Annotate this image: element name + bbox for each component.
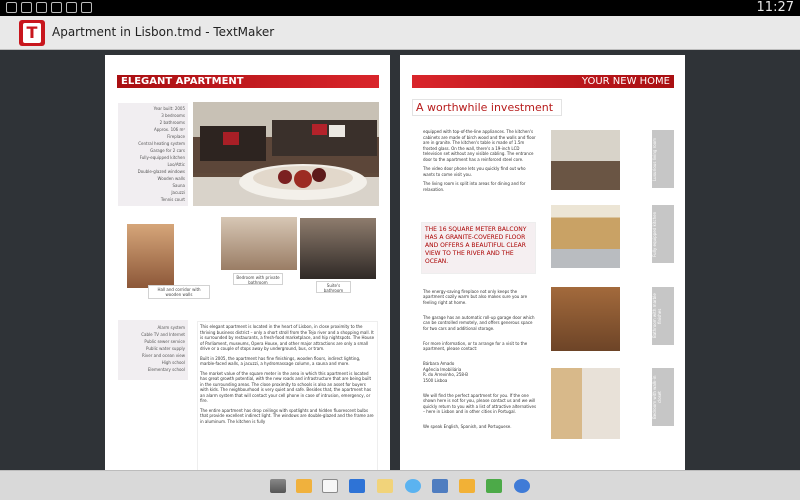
balcony-quote: THE 16 SQUARE METER BALCONY HAS A GRANITE-COVERED FLOOR AND OFFERS A BEAUTIFUL CLEAR VIEW TO THE RIVER AND THE OCEAN. <box>421 222 536 274</box>
bottom-toolbar <box>0 470 800 500</box>
bathroom-photo[interactable] <box>300 218 376 279</box>
right-body-text-top[interactable]: equipped with top-of-the-line appliances. The kitchen's cabinets are made of birch wood and the walls and floor are in granite. The kitchen's table is made of 1.5m frosted glass. On the wall, there's a 19-inch LCD television set without any visible cabling. The entrance door to the apartment has a reinforced steel core. The video door phone lets you quickly find out who wants to come visit you. The living room is split into areas for dining and for relaxation. <box>423 129 536 192</box>
right-body-text-bottom[interactable]: The energy-saving fireplace not only keeps the apartment cozily warm but also makes sure you are feeling right at home. The garage has an automatic roll-up garage door which can be controlled remotely, and offers generous space for two cars and additional storage. For more information, or to arrange for a visit to the apartment, please contact: Bárbara Amado Agência Imobiliária R. do Arrevinho, 258-B 1500 Lisboa We will find the perfect apartment for you. If the one shown here is not for you, please contact us and we will quickly return to you with a list of attractive alternatives – here in Lisbon and in other cities in Portugal. We speak English, Spanish, and Portuguese. <box>423 288 537 429</box>
status-clock: 11:27 <box>756 0 794 15</box>
app-title-bar <box>0 16 800 50</box>
kitchen-label: Fully equipped kitchen <box>652 205 674 263</box>
left-document-page[interactable] <box>105 55 390 470</box>
bedroom-photo[interactable] <box>221 217 297 270</box>
living-room-small-photo[interactable] <box>551 130 620 190</box>
search-icon[interactable] <box>405 479 421 493</box>
ruler-icon[interactable] <box>459 479 475 493</box>
bedroom-closet-photo[interactable] <box>551 368 620 439</box>
living-room-photo[interactable] <box>193 102 379 206</box>
bathroom-small-photo[interactable] <box>551 287 620 351</box>
left-body-text[interactable]: This elegant apartment is located in the heart of Lisbon, in close proximity to the thriving business district – only a short stroll from the Tejo river and a shopping mall. It is surrounded by restaurants, a fresh-food marketplace, and hip nightspots. The House of Parliament, museums, Opera House, and other major attractions are only a small drive or a couple of stops away by underground, bus, or tram. Built in 2005, the apartment has fine finishings, wooden floors, indirect lighting, marble-faced walls, a jacuzzi, a hydromassage column, a sauna and more. The market value of the square meter in the area in which this apartment is located has great growth potential, with the new roads and infrastructure that are being built in the surrounding areas. The close proximity to schools is also an asset for buyers with kids. The neighbourhood is very quiet and safe. Besides that, the apartment has an alarm system that will contact your cell phone in case of intrusion, emergency, or fire. The entire apartment has drop ceilings with spotlights and hidden fluorescent bulbs that provide excellent indirect light. The windows are double-glazed and the frame are in aluminum. The kitchen is fully <box>197 321 378 470</box>
usb-icon <box>6 2 17 13</box>
keyboard-icon[interactable] <box>270 479 286 493</box>
left-page-banner: ELEGANT APARTMENT <box>117 75 379 88</box>
kitchen-photo[interactable] <box>551 205 620 268</box>
right-document-page[interactable] <box>400 55 685 470</box>
textmaker-logo-icon[interactable]: T <box>19 20 45 46</box>
open-folder-icon[interactable] <box>296 479 312 493</box>
hall-caption: Hall and corridor with wooden walls <box>148 285 210 299</box>
edit-icon[interactable] <box>377 479 393 493</box>
bathroom-label: Bathroom with marble finishes <box>652 287 674 345</box>
amenity-list: Alarm system Cable TV and Internet Public sewer service Public water supply River and ocean view High school Elementary school <box>118 320 188 380</box>
hall-photo[interactable] <box>127 224 174 288</box>
font-icon[interactable] <box>349 479 365 493</box>
feature-list: Year built: 2005 3 bedrooms 2 bathrooms Approx. 106 m² Fireplace Central heating system Garage for 2 cars Fully-equipped kitchen Loo/Attic Double-glazed windows Wooden walls Sauna Jacuzzi Tennis court <box>118 103 188 206</box>
bathroom-caption: Suite's bathroom <box>316 281 351 293</box>
notification-icons <box>6 2 92 13</box>
camera-icon <box>66 2 77 13</box>
right-page-banner: YOUR NEW HOME <box>412 75 674 88</box>
help-icon[interactable] <box>514 479 530 493</box>
bedroom-caption: Bedroom with private bathroom <box>233 273 283 285</box>
investment-headline: A worthwhile investment <box>412 99 562 116</box>
home-icon <box>51 2 62 13</box>
window-title: Apartment in Lisbon.tmd - TextMaker <box>52 25 275 39</box>
view-icon[interactable] <box>432 479 448 493</box>
download-icon <box>36 2 47 13</box>
document-icon[interactable] <box>322 479 338 493</box>
android-status-bar <box>0 0 800 16</box>
bedroom-closet-label: Bedroom with walk-in closet <box>652 368 674 426</box>
image-icon <box>21 2 32 13</box>
living-room-illustration <box>193 102 379 206</box>
photo-icon <box>81 2 92 13</box>
document-workspace[interactable] <box>0 50 800 470</box>
living-room-label: Luxurious living room <box>652 130 674 188</box>
check-icon[interactable] <box>486 479 502 493</box>
